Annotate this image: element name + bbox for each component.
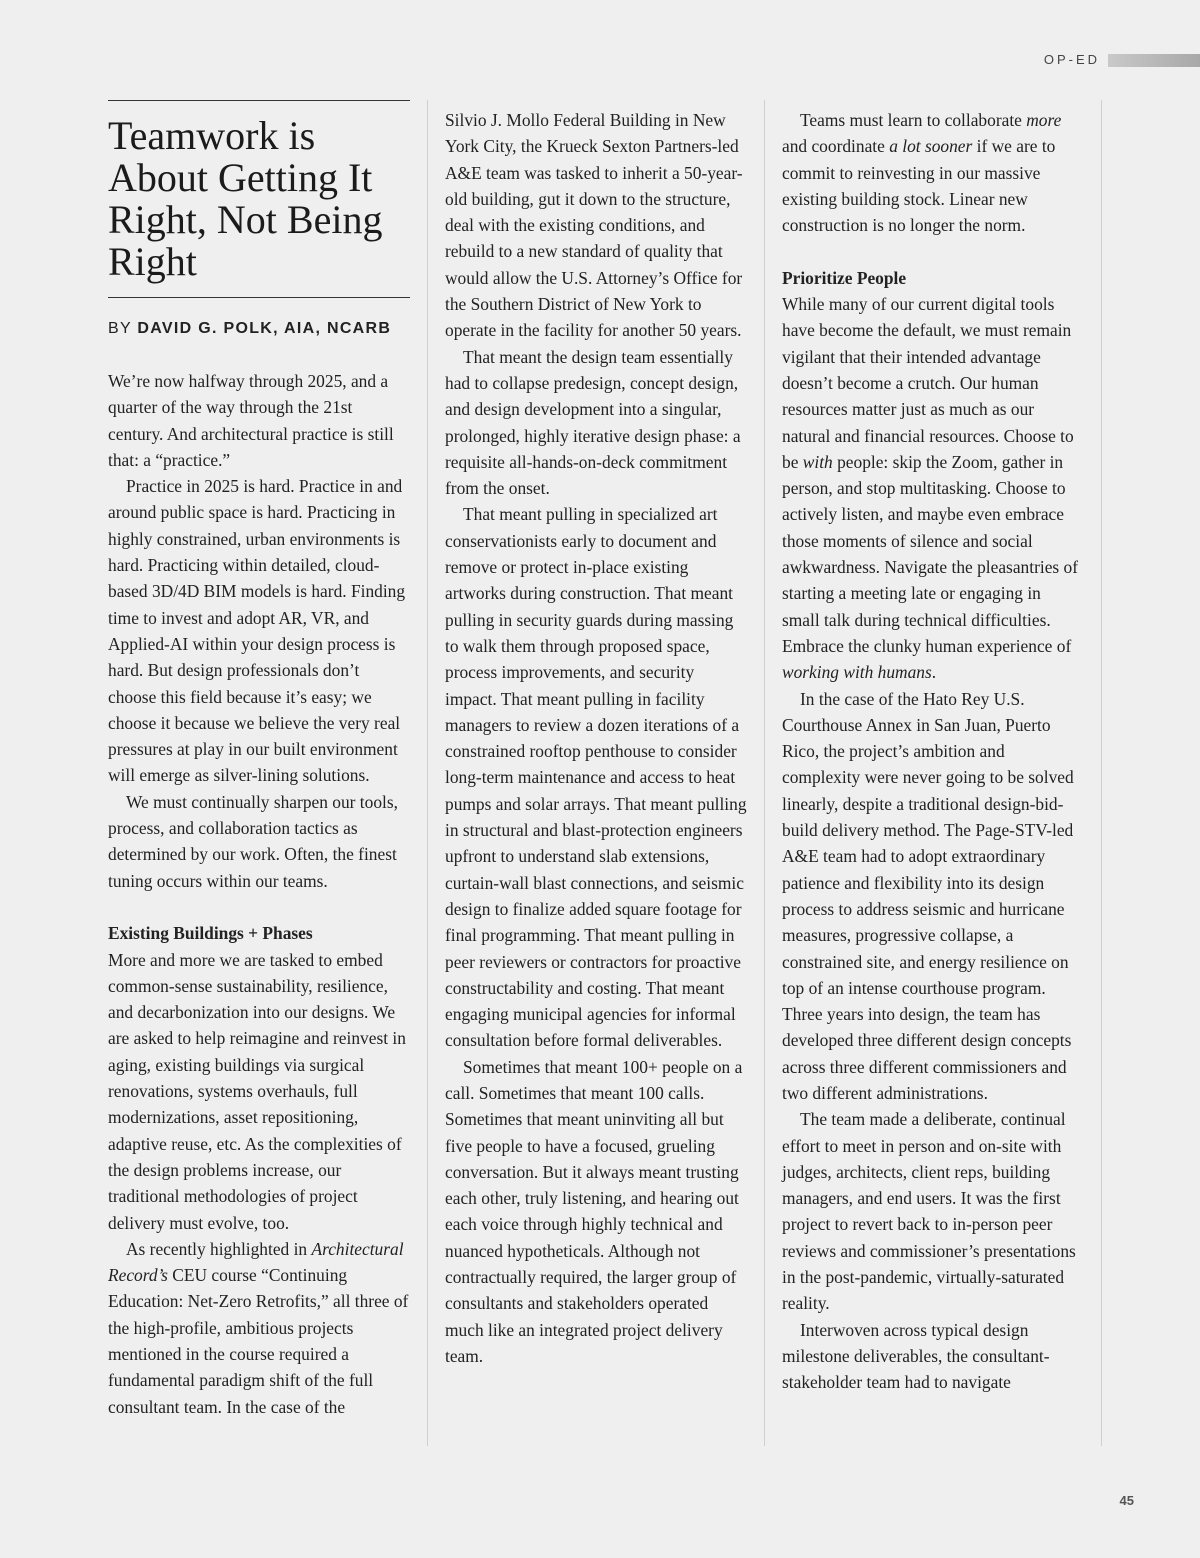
- subheading: Prioritize People: [782, 267, 907, 288]
- subheading: Existing Buildings + Phases: [108, 923, 313, 944]
- column-3: [782, 100, 1082, 1444]
- section-bar: [1108, 54, 1200, 67]
- body-text: [782, 107, 1082, 1396]
- paragraph: Sometimes that meant 100+ people on a call. Sometimes that meant 100 calls. Sometimes that meant uninviting all but five people to have a focused, grueling conversation. But it always meant trusting each other, truly listening, and hearing out each voice through highly technical and nuanced hypotheticals. Although not contractually required, the larger group of consultants and stakeholders operated much like an integrated project delivery team.: [445, 1056, 743, 1366]
- page-number: 45: [1119, 1493, 1134, 1508]
- title-rule-top: [108, 100, 410, 101]
- paragraph: More and more we are tasked to embed common-sense sustainability, resilience, and decarbonization into our designs. We are asked to help reimagine and reinvest in aging, existing buildings via surgical renovations, systems overhauls, full modernizations, asset repositioning, adaptive reuse, etc. As the complexities of the design problems increase, our traditional methodologies of project delivery must evolve, too.: [108, 949, 406, 1233]
- publication-title: Architectural Record’s: [108, 1238, 404, 1286]
- paragraph: [108, 1236, 410, 1420]
- emphasis: working with humans: [782, 662, 932, 683]
- column-divider: [427, 100, 428, 1446]
- text-run: Teams must learn to collaborate: [800, 110, 1027, 130]
- body-text: [108, 368, 410, 1420]
- author-name: DAVID G. POLK, AIA, NCARB: [137, 320, 392, 337]
- emphasis: more: [1026, 110, 1062, 130]
- emphasis: with: [802, 451, 833, 472]
- text-run: While many of our current digital tools have become the default, we must remain vigilant that their intended advantage doesn’t become a crutch. Our human resources matter just as much as our natural and financial resources. Choose to be: [782, 294, 1074, 472]
- text-run: As recently highlighted in: [126, 1238, 312, 1259]
- column-1: [108, 100, 410, 1444]
- text-run: .: [931, 662, 937, 683]
- section-label: OP-ED: [1043, 52, 1100, 67]
- paragraph: [782, 291, 1082, 685]
- column-divider: [1101, 100, 1102, 1446]
- byline: [108, 320, 410, 338]
- paragraph: We’re now halfway through 2025, and a quarter of the way through the 21st century. And architectural practice is still that: a “practice.”: [108, 371, 394, 470]
- text-run: if we are to commit to reinvesting in our massive existing building stock. Linear new construction is no longer the norm.: [782, 136, 1056, 236]
- byline-prefix: BY: [108, 320, 132, 337]
- paragraph: That meant pulling in specialized art conservationists early to document and remove or protect in-place existing artworks during construction. That meant pulling in security guards during massing to walk them through proposed space, process improvements, and security impact. That meant pulling in facility managers to review a dozen iterations of a constrained rooftop penthouse to consider long-term maintenance and access to heat pumps and solar arrays. That meant pulling in structural and blast-protection engineers upfront to understand slab extensions, curtain-wall blast connections, and seismic design to finalize added square footage for final programming. That meant pulling in peer reviewers or contractors for proactive constructability and costing. That meant engaging municipal agencies for informal consultation before formal deliverables.: [445, 504, 747, 1051]
- paragraph: Interwoven across typical design milestone deliverables, the consultant-stakeholder team had to navigate: [782, 1319, 1050, 1393]
- paragraph: Silvio J. Mollo Federal Building in New York City, the Krueck Sexton Partners-led A&E team was tasked to inherit a 50-year-old building, gut it down to the structure, deal with the existing conditions, and rebuild to a new standard of quality that would allow the U.S. Attorney’s Office for the Southern District of New York to operate in the facility for another 50 years.: [445, 110, 743, 341]
- paragraph: That meant the design team essentially had to collapse predesign, concept design, and design development into a singular, prolonged, highly iterative design phase: a requisite all-hands-on-deck commitment from the onset.: [445, 346, 741, 499]
- paragraph: In the case of the Hato Rey U.S. Courthouse Annex in San Juan, Puerto Rico, the project’s ambition and complexity were never going to be solved linearly, despite a traditional design-bid-build delivery method. The Page-STV-led A&E team had to adopt extraordinary patience and flexibility into its design process to address seismic and hurricane measures, progressive collapse, a constrained site, and energy resilience on top of an intense courthouse program. Three years into design, the team has developed three different design concepts across three different commissioners and two different administrations.: [782, 688, 1074, 1103]
- paragraph: [782, 107, 1082, 238]
- title-rule-bottom: [108, 297, 410, 298]
- paragraph: Practice in 2025 is hard. Practice in and around public space is hard. Practicing in highly constrained, urban environments is hard. Practicing within detailed, cloud-based 3D/4D BIM models is hard. Finding time to invest and adopt AR, VR, and Applied-AI within your design process is hard. But design professionals don’t choose this field because it’s easy; we choose it because we believe the very real pressures at play in our built environment will emerge as silver-lining solutions.: [108, 476, 406, 786]
- paragraph: We must continually sharpen our tools, process, and collaboration tactics as determined by our work. Often, the finest tuning occurs within our teams.: [108, 791, 398, 891]
- text-run: and coordinate: [782, 136, 890, 157]
- article-title: Teamwork is About Getting It Right, Not Being Right: [108, 113, 383, 284]
- column-divider: [764, 100, 765, 1446]
- emphasis: a lot sooner: [889, 136, 973, 157]
- text-run: people: skip the Zoom, gather in person, and stop multitasking. Choose to actively listen, and maybe even embrace those moments of silence and social awkwardness. Navigate the pleasantries of starting a meeting late or engaging in small talk during technical difficulties. Embrace the clunky human experience of: [782, 451, 1079, 656]
- body-text: [445, 107, 747, 1369]
- paragraph: The team made a deliberate, continual effort to meet in person and on-site with judges, architects, client reps, building managers, and end users. It was the first project to revert back to in-person peer reviews and commissioner’s presentations in the post-pandemic, virtually-saturated reality.: [782, 1109, 1076, 1314]
- column-2: [445, 100, 747, 1444]
- text-run: CEU course “Continuing Education: Net-Zero Retrofits,” all three of the high-profile, ambitious projects mentioned in the course required a fundamental paradigm shift of the full consultant team. In the case of the: [108, 1265, 409, 1417]
